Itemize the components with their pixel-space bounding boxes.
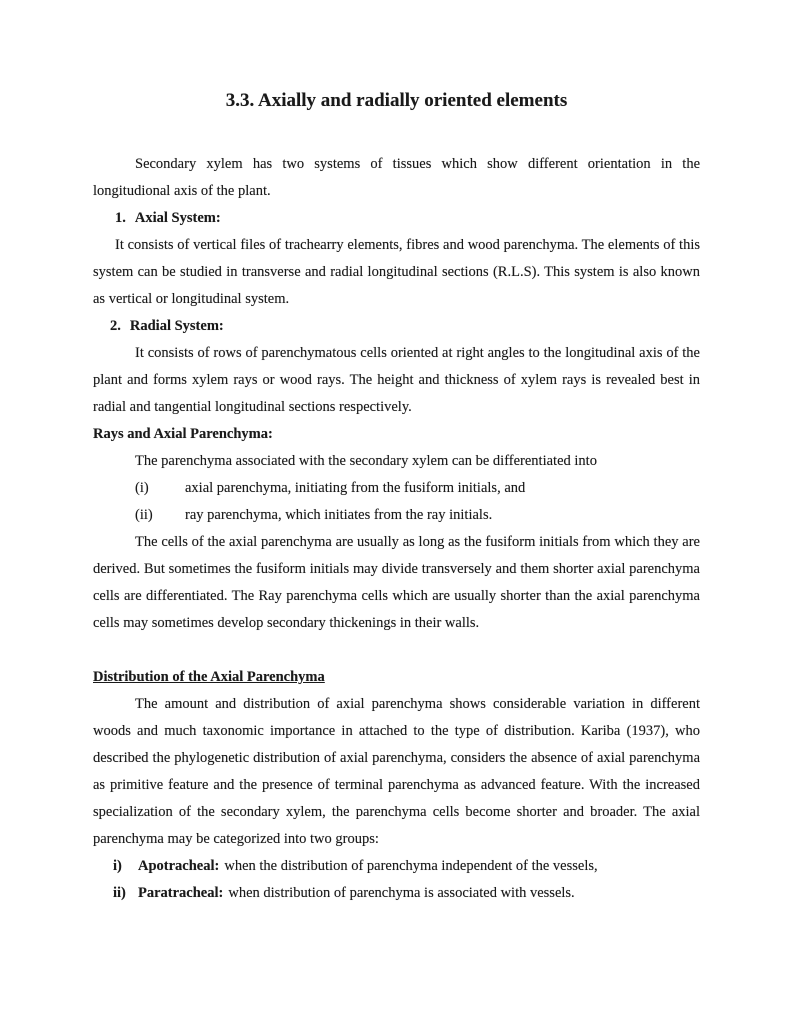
list-item-text: when distribution of parenchyma is associated with vessels. [228, 885, 575, 901]
list-item-text: ray parenchyma, which initiates from the ray initials. [185, 507, 493, 523]
list-item-marker: (i) [135, 480, 149, 496]
radial-system-heading-text: Radial System: [129, 318, 224, 334]
heading-rays-and-axial-parenchyma: Rays and Axial Parenchyma: [93, 426, 273, 442]
list-item-marker: (ii) [135, 507, 153, 523]
distribution-paragraph: The amount and distribution of axial parenchyma shows considerable variation in different woods and much taxonomic importance in attached to the type of distribution. Kariba (1937), who described the phylogenetic distribution of axial parenchyma, considers the absence of axial parenchyma as primitive feature and the presence of terminal parenchyma as advanced feature. With the increased specialization of the secondary xylem, the parenchyma cells become shorter and broader. The axial parenchyma may be categorized into two groups: [93, 696, 700, 847]
roman-list [93, 475, 700, 529]
rays-body-paragraph: The cells of the axial parenchyma are usually as long as the fusiform initials from which they are derived. But sometimes the fusiform initials may divide transversely and them shorter axial parenchyma cells are differentiated. The Ray parenchyma cells which are usually shorter than the axial parenchyma cells may sometimes develop secondary thickenings in their walls. [93, 534, 700, 631]
heading-distribution: Distribution of the Axial Parenchyma [93, 669, 325, 685]
list-item-label: Paratracheal: [138, 885, 224, 901]
list-item-marker: i) [113, 858, 122, 874]
document-content [93, 88, 700, 907]
axial-system-heading-text: Axial System: [134, 210, 221, 226]
list-item [93, 502, 700, 529]
list-item-label: Apotracheal: [138, 858, 220, 874]
list-item [93, 475, 700, 502]
list-item-body [138, 885, 575, 901]
tracheal-list [93, 853, 700, 907]
radial-system-number: 2. [110, 318, 121, 334]
axial-system-paragraph: It consists of vertical files of trachearry elements, fibres and wood parenchyma. The elements of this system can be studied in transverse and radial longitudinal sections (R.L.S). This system is also known as vertical or longitudinal system. [93, 237, 700, 307]
intro-paragraph: Secondary xylem has two systems of tissues which show different orientation in the longitudional axis of the plant. [93, 156, 700, 199]
list-item-body [138, 858, 598, 874]
axial-system-number: 1. [115, 210, 126, 226]
radial-system-paragraph: It consists of rows of parenchymatous cells oriented at right angles to the longitudinal axis of the plant and forms xylem rays or wood rays. The height and thickness of xylem rays is revealed best in radial and tangential longitudinal sections respectively. [93, 345, 700, 415]
rays-lead-paragraph: The parenchyma associated with the secondary xylem can be differentiated into [135, 453, 597, 469]
heading-radial-system [110, 313, 700, 340]
heading-axial-system [115, 205, 700, 232]
page-title: 3.3. Axially and radially oriented elements [225, 90, 568, 111]
list-item-text: when the distribution of parenchyma independent of the vessels, [224, 858, 598, 874]
list-item [93, 853, 700, 880]
list-item [93, 880, 700, 907]
list-item-text: axial parenchyma, initiating from the fusiform initials, and [185, 480, 526, 496]
list-item-marker: ii) [113, 885, 126, 901]
